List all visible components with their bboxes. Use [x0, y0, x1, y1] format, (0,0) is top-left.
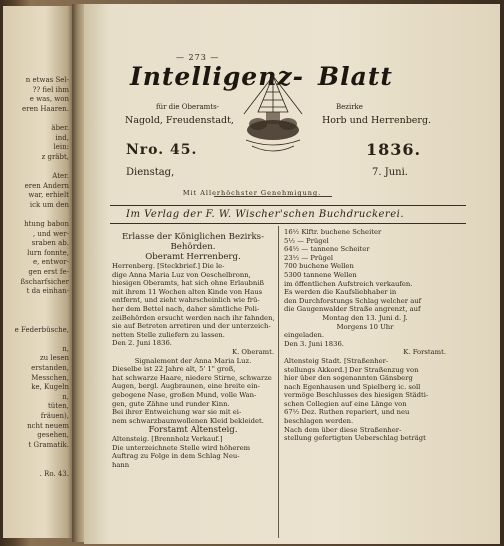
- issue-weekday: Dienstag,: [126, 167, 175, 178]
- article-text-line: schen Collegien auf eine Länge von: [284, 399, 407, 408]
- section-heading: Oberamt Herrenberg.: [145, 252, 241, 262]
- article-text-line: Den 3. Juni 1836.: [284, 339, 344, 348]
- left-page-text-line: war, erhielt: [28, 191, 69, 200]
- left-page-text-line: gesehen,: [37, 431, 69, 440]
- article-text-line: hat schwarze Haare, niedere Stirne, schwarze: [112, 373, 272, 382]
- article-text-line: eingeladen.: [284, 331, 325, 340]
- article-text-line: Altensteig. [Brennholz Verkauf.]: [112, 435, 223, 444]
- article-text-line: Augen, bergl. Augbraunen, eine breite ein-: [112, 382, 260, 391]
- divider: [110, 223, 466, 224]
- subtitle-left-1: für die Oberamts-: [156, 103, 220, 111]
- article-text-line: 64½ — tannene Scheiter: [284, 245, 370, 254]
- left-page-text-line: ?? fiel ihm: [32, 85, 69, 94]
- article-text-line: Morgens 10 Uhr: [336, 322, 394, 331]
- issue-date: 7. Juni.: [372, 167, 408, 178]
- previous-page-edge: [3, 6, 73, 538]
- left-page-text-line: tüten,: [47, 402, 69, 411]
- issue-year: 1836.: [366, 140, 422, 159]
- article-text-line: dige Anna Maria Luz von Oeschelbronn,: [112, 270, 251, 279]
- article-text-line: beschlagen werden.: [284, 417, 354, 426]
- left-page-text-line: z gräbt,: [41, 152, 69, 161]
- left-page-text-line: htung babon: [24, 220, 69, 228]
- left-page-text-line: t da einhan-: [26, 287, 69, 296]
- article-text-line: hier über den sogenannten Gänsberg: [284, 374, 413, 383]
- page-number: — 273 —: [176, 53, 220, 62]
- article-text-line: netten Stelle zuliefern zu lassen.: [112, 330, 225, 339]
- article-text-line: im öffentlichen Aufstreich verkaufen.: [284, 279, 413, 288]
- article-text-line: Dieselbe ist 22 Jahre alt, 5' 1" groß,: [112, 365, 236, 374]
- article-text-line: mit ihrem 11 Wochen alten Kinde von Haus: [112, 287, 263, 296]
- article-text-line: die Gaugenwalder Straße angrenzt, auf: [284, 305, 421, 314]
- masthead-title-right: Blatt: [318, 62, 393, 91]
- left-page-text-line: ick um den: [29, 200, 69, 209]
- article-text-line: K. Oberamt.: [232, 347, 274, 356]
- left-page-text-line: lein:: [53, 143, 69, 152]
- left-page-text-line: ncht neuem: [27, 421, 69, 430]
- left-page-text-line: Ater.: [52, 172, 69, 180]
- left-page-text-line: t Gramatik.: [28, 440, 69, 449]
- article-text-line: Es werden die Kaufsliebhaber in: [284, 288, 397, 297]
- section-heading: Behörden.: [170, 242, 216, 252]
- left-page-text-line: n etwas Sel-: [25, 76, 69, 84]
- article-text-line: stellung gefertigten Ueberschlag beträgt: [284, 434, 426, 443]
- article-text-line: vermöge Beschlusses des hiesigen Städti-: [284, 391, 429, 400]
- article-text-line: her dem Bettel nach, daher sämtliche Poli-: [112, 304, 260, 313]
- left-page-text-line: n,: [62, 392, 69, 401]
- left-page-text-line: eren Andern: [24, 181, 69, 190]
- article-text-line: Nach dem über diese Straßenher-: [284, 425, 402, 434]
- article-text-line: 5½ — Prügel: [284, 236, 329, 245]
- article-text-line: K. Forstamt.: [403, 348, 446, 357]
- article-text-line: Montag den 13. Juni d. J.: [322, 313, 408, 322]
- article-text-line: Die unterzeichnete Stelle wird höherem: [112, 443, 251, 452]
- masthead-emblem-icon: [238, 72, 308, 164]
- article-text-line: Den 2. Juni 1836.: [112, 339, 172, 348]
- article-text-line: 700 buchene Wellen: [284, 262, 354, 271]
- publisher-line: Im Verlag der F. W. Wischer'schen Buchdruckerei.: [126, 209, 404, 220]
- article-text-line: gen, gute Zähne und runder Kinn.: [112, 399, 230, 408]
- left-page-text-line: fräuen),: [40, 412, 69, 420]
- article-text-line: nach Egenhausen und Spielberg ic. soll: [284, 382, 421, 391]
- subtitle-right-1: Bezirke: [336, 103, 363, 111]
- section-heading: Forstamt Altensteig.: [148, 425, 238, 436]
- issue-number: Nro. 45.: [126, 142, 198, 158]
- left-page-text-line: Messchen,: [31, 373, 69, 382]
- article-text-line: Signalement der Anna Maria Luz.: [134, 356, 252, 365]
- left-page-text-line: n,: [62, 344, 69, 353]
- article-text-line: den Durchforstungs Schlag welcher auf: [284, 296, 422, 305]
- article-text-line: sie auf Betreten arretiren und der unterzeich-: [112, 322, 271, 331]
- article-column-right: [284, 228, 446, 443]
- left-page-text-line: e, entwor-: [33, 258, 69, 267]
- article-text-line: 67½ Dez. Ruthen repariert, und neu: [284, 408, 410, 417]
- left-page-text-line: e Federbüsche,: [14, 325, 69, 334]
- masthead-title-left: Intelligenz-: [130, 62, 304, 91]
- article-column-left: [112, 232, 274, 470]
- article-text-line: Altensteig Stadt. [Straßenher-: [284, 356, 389, 365]
- left-page-text-line: erstanden,: [31, 364, 69, 372]
- article-text-line: gebogene Nase, großen Mund, volle Wan-: [112, 390, 257, 399]
- article-text-line: Auftrag zu Folge in dem Schlag Neu-: [112, 452, 240, 461]
- left-page-text-line: ke, Kugeln: [31, 383, 69, 392]
- left-page-text-line: gen erst fe-: [28, 268, 69, 276]
- permission-note: Mit Allerhöchster Genehmigung.: [182, 189, 322, 197]
- left-page-text-line: ind,: [55, 133, 69, 142]
- left-page-text-line: e was, won: [29, 95, 69, 104]
- article-text-line: hann: [112, 461, 130, 470]
- article-text-line: Herrenberg. [Steckbrief.] Die le-: [112, 262, 225, 270]
- article-text-line: 16½ Klftr. buchene Scheiter: [284, 228, 382, 236]
- article-text-line: stellungs Akkord.] Der Straßenzug von: [284, 365, 419, 374]
- article-text-line: entfernt, und zieht wahrscheinlich wie frü-: [112, 296, 260, 305]
- left-page-text-line: sraben ab.: [31, 239, 69, 248]
- article-text-line: zeiBehörden ersucht werden nach ihr fahnden,: [112, 313, 275, 322]
- left-page-text-line: , und wer-: [32, 229, 69, 238]
- article-text-line: nem schwarzbaumwollenen Kleid bekleidet.: [112, 416, 264, 425]
- left-page-text-line: zu lesen: [39, 354, 69, 363]
- left-page-text-line: eren Haaren.: [21, 104, 69, 113]
- column-divider: [278, 226, 279, 538]
- section-heading: Erlasse der Königlichen Bezirks-: [122, 232, 264, 242]
- article-text-line: 5300 tannene Wellen: [284, 270, 357, 279]
- article-text-line: 23½ — Prügel: [284, 253, 334, 262]
- subtitle-right-2: Horb und Herrenberg.: [322, 115, 432, 126]
- left-page-text-line: ßscharfsicher: [20, 277, 69, 286]
- subtitle-left-2: Nagold, Freudenstadt,: [125, 115, 234, 126]
- article-text-line: hiesigen Oberamts, hat sich ohne Erlaubniß: [112, 279, 264, 288]
- divider: [110, 205, 466, 206]
- left-page-text-line: äber.: [51, 124, 69, 132]
- left-page-text-line: lurn fonnte,: [27, 248, 69, 257]
- left-page-text-line: . Ro. 43.: [39, 469, 69, 478]
- article-text-line: Bei ihrer Entweichung war sie mit ei-: [112, 408, 242, 417]
